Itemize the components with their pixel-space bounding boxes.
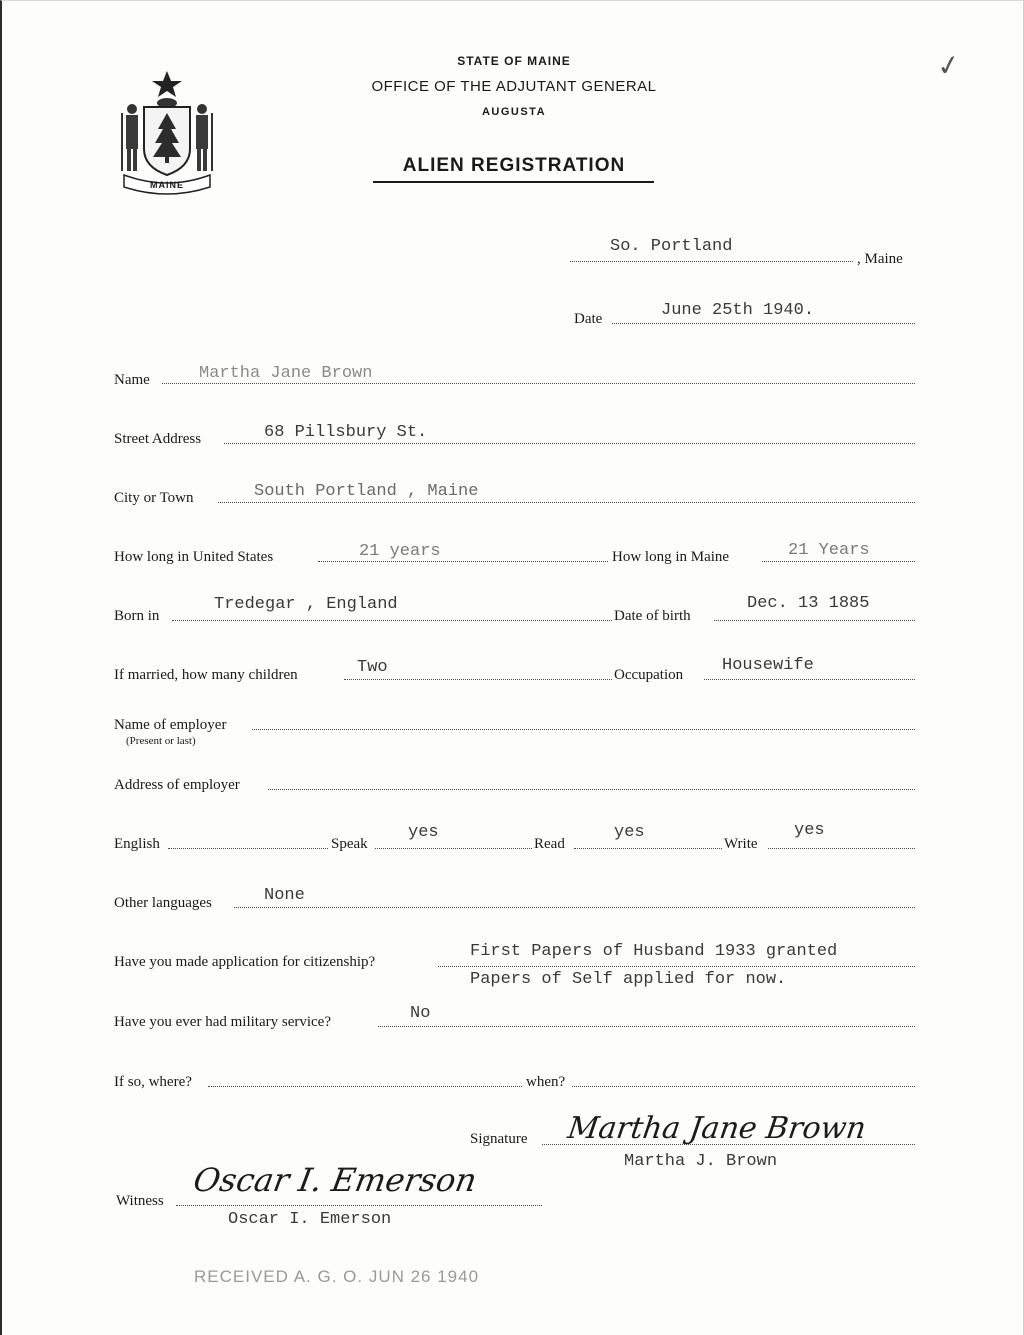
city-label: City or Town (114, 490, 194, 506)
signature-typed: Martha J. Brown (624, 1152, 778, 1171)
name-label: Name (114, 372, 150, 388)
city-line (218, 502, 915, 503)
citizenship-label: Have you made application for citizenship? (114, 954, 376, 970)
corner-check-mark: ✓ (934, 49, 964, 84)
born-in-value: Tredegar , England (214, 595, 398, 614)
read-line (574, 848, 722, 849)
witness-typed: Oscar I. Emerson (228, 1210, 392, 1229)
long-us-line (318, 561, 608, 562)
title-underline (373, 181, 654, 183)
military-label: Have you ever had military service? (114, 1014, 331, 1030)
write-label: Write (724, 836, 758, 852)
city-value: South Portland , Maine (254, 482, 479, 501)
read-value: yes (614, 823, 645, 842)
date-line (612, 323, 915, 324)
dob-label: Date of birth (614, 608, 691, 624)
seal-ribbon-text: MAINE (150, 180, 184, 190)
header-state: STATE OF MAINE (457, 54, 571, 68)
children-line (344, 679, 612, 680)
where-label: If so, where? (114, 1074, 192, 1090)
citizenship-line2: Papers of Self applied for now. (470, 970, 787, 989)
long-us-value: 21 years (359, 542, 441, 561)
write-line (768, 848, 915, 849)
speak-line (375, 848, 532, 849)
employer-label: Name of employer (114, 717, 227, 733)
other-languages-label: Other languages (114, 895, 212, 911)
received-stamp: RECEIVED A. G. O. JUN 26 1940 (194, 1267, 480, 1286)
occupation-value: Housewife (722, 656, 814, 675)
english-line (168, 848, 328, 849)
children-value: Two (357, 658, 388, 677)
long-maine-label: How long in Maine (612, 549, 730, 565)
date-value: June 25th 1940. (661, 301, 815, 320)
header-city: AUGUSTA (481, 106, 547, 118)
place-value: So. Portland (610, 237, 733, 256)
occupation-line (704, 679, 915, 680)
name-value: Martha Jane Brown (199, 364, 373, 383)
name-line (162, 383, 915, 384)
signature-handwritten: Martha Jane Brown (565, 1111, 869, 1146)
children-label: If married, how many children (114, 667, 298, 683)
speak-label: Speak (331, 836, 368, 852)
citizenship-line (438, 966, 915, 967)
street-value: 68 Pillsbury St. (264, 423, 428, 442)
employer-address-line (268, 789, 915, 790)
street-line (224, 443, 915, 444)
where-line (208, 1086, 522, 1087)
english-label: English (114, 836, 160, 852)
dob-value: Dec. 13 1885 (747, 594, 870, 613)
employer-sublabel: (Present or last) (126, 735, 196, 747)
military-line (378, 1026, 915, 1027)
long-maine-line (762, 561, 915, 562)
street-label: Street Address (114, 431, 202, 447)
occupation-label: Occupation (614, 667, 684, 683)
born-in-line (172, 620, 612, 621)
header-office: OFFICE OF THE ADJUTANT GENERAL (371, 78, 657, 95)
witness-handwritten: Oscar I. Emerson (190, 1161, 480, 1199)
dob-line (714, 620, 915, 621)
date-label: Date (574, 311, 603, 327)
speak-value: yes (408, 823, 439, 842)
place-suffix: , Maine (857, 251, 903, 267)
witness-label: Witness (116, 1193, 164, 1209)
form-title: ALIEN REGISTRATION (402, 155, 626, 176)
witness-line (176, 1205, 542, 1206)
read-label: Read (534, 836, 565, 852)
citizenship-line1: First Papers of Husband 1933 granted (470, 942, 838, 961)
long-maine-value: 21 Years (788, 541, 870, 560)
other-languages-value: None (264, 886, 305, 905)
when-label: when? (526, 1074, 566, 1090)
signature-label: Signature (470, 1131, 528, 1147)
other-languages-line (234, 907, 915, 908)
born-in-label: Born in (114, 608, 160, 624)
when-line (572, 1086, 915, 1087)
place-line (570, 261, 853, 262)
employer-address-label: Address of employer (114, 777, 240, 793)
military-value: No (410, 1004, 431, 1023)
long-us-label: How long in United States (114, 549, 274, 565)
employer-line (252, 729, 915, 730)
write-value: yes (794, 821, 825, 840)
